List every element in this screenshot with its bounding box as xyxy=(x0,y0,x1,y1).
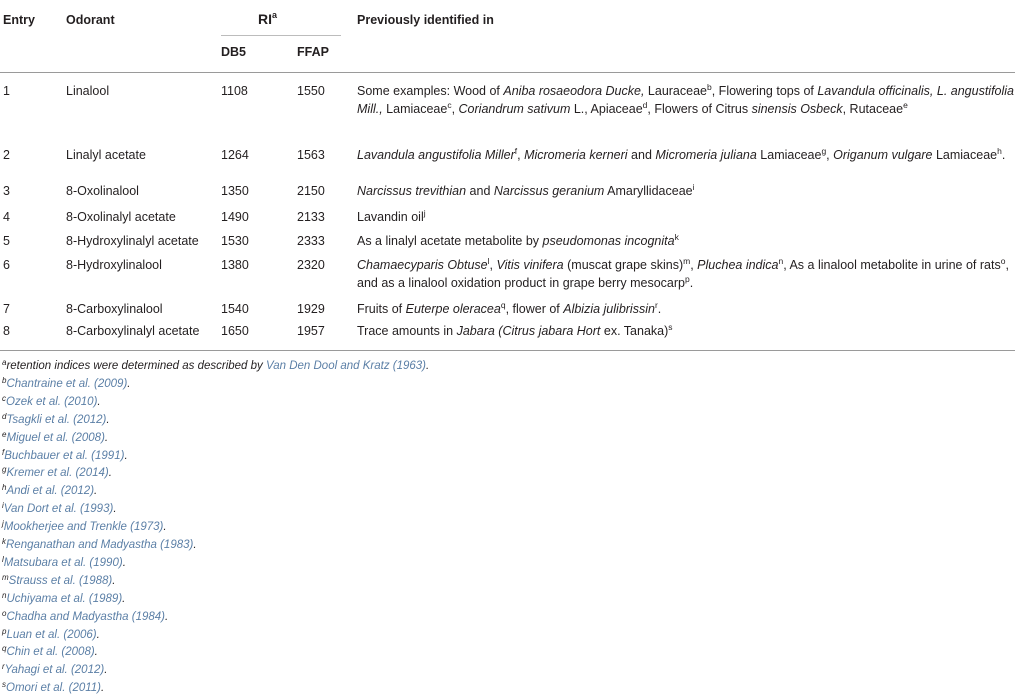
footnote-punct: . xyxy=(104,664,108,677)
text-segment: (muscat grape skins) xyxy=(563,258,684,272)
footnote-mark: g xyxy=(2,465,7,475)
footnote-punct: . xyxy=(122,592,126,605)
text-segment: pseudomonas incognita xyxy=(542,234,675,248)
footnote-punct: . xyxy=(108,467,112,480)
entry-number: 4 xyxy=(3,210,10,224)
reference-link[interactable]: Chantraine et al. (2009) xyxy=(6,377,128,390)
header-ffap: FFAP xyxy=(297,45,329,59)
text-segment: , xyxy=(517,148,525,162)
reference-link[interactable]: Tsagkli et al. (2012) xyxy=(6,413,107,426)
reference-link[interactable]: Uchiyama et al. (1989) xyxy=(6,592,123,605)
ri-db5-value: 1264 xyxy=(221,148,249,162)
text-segment: Vitis vinifera xyxy=(496,258,564,272)
footnote-marker: c xyxy=(447,100,452,110)
text-segment: . xyxy=(1001,148,1006,162)
footnote-marker: f xyxy=(514,146,518,156)
footnote-punct: . xyxy=(104,431,109,444)
footnote-punct: . xyxy=(97,395,101,408)
header-rule xyxy=(0,72,1015,73)
footnote-s xyxy=(2,681,104,695)
reference-link[interactable]: Van Dort et al. (1993) xyxy=(3,503,114,516)
previously-identified-text xyxy=(357,256,1015,292)
text-segment: Chamaecyparis Obtuse xyxy=(357,258,488,272)
header-ri-label: RI xyxy=(258,11,272,27)
ri-db5-value: 1530 xyxy=(221,234,249,248)
footnote-q xyxy=(2,645,98,659)
text-segment: , flower of xyxy=(505,302,564,316)
previously-identified-text xyxy=(357,300,1015,318)
footnote-e xyxy=(2,431,108,445)
footnote-punct: . xyxy=(163,521,167,534)
ri-ffap-value: 2333 xyxy=(297,234,325,248)
text-segment: , xyxy=(489,258,497,272)
footnote-o xyxy=(2,610,168,624)
footnote-mark: s xyxy=(2,680,6,690)
previously-identified-text xyxy=(357,322,1015,340)
header-db5: DB5 xyxy=(221,45,247,59)
footnote-h xyxy=(2,484,97,498)
footnote-mark: d xyxy=(2,411,7,421)
footnote-mark: p xyxy=(2,626,7,636)
previously-identified-text xyxy=(357,182,1015,200)
reference-link[interactable]: Omori et al. (2011) xyxy=(6,682,102,695)
text-segment: , xyxy=(451,102,459,116)
text-segment: Coriandrum sativum xyxy=(458,102,571,116)
footnote-mark: e xyxy=(2,429,7,439)
footnote-punct: . xyxy=(193,539,197,551)
text-segment: , Flowers of Citrus xyxy=(647,102,752,116)
footnote-n xyxy=(2,592,125,606)
footnote-b xyxy=(2,377,130,391)
reference-link[interactable]: Van Den Dool and Kratz (1963) xyxy=(265,360,427,372)
text-segment: , xyxy=(826,148,834,162)
text-segment: Micromeria kerneri xyxy=(524,148,628,162)
footnote-marker: d xyxy=(642,100,648,110)
footnote-l xyxy=(2,556,126,570)
previously-identified-text xyxy=(357,208,1015,226)
text-segment: sinensis Osbeck xyxy=(751,102,843,116)
ri-db5-value: 1540 xyxy=(221,302,249,316)
text-segment: ex. Tanaka) xyxy=(600,324,669,338)
text-segment: Albizia julibrissin xyxy=(563,302,655,316)
text-segment: Euterpe oleracea xyxy=(405,302,501,316)
footnote-punct: . xyxy=(426,360,430,372)
footnote-punct: . xyxy=(122,556,126,569)
reference-link[interactable]: Chadha and Madyastha (1984) xyxy=(6,610,166,623)
odorant-name: 8-Oxolinalyl acetate xyxy=(66,210,176,224)
footnote-marker: b xyxy=(707,82,712,92)
text-segment: Micromeria juliana xyxy=(655,148,757,162)
footnote-mark: b xyxy=(2,375,7,385)
text-segment: Narcissus geranium xyxy=(493,184,605,198)
text-segment: . xyxy=(689,276,694,290)
text-segment: Pluchea indica xyxy=(697,258,779,272)
footnote-m xyxy=(2,574,115,588)
footnote-r xyxy=(2,663,107,677)
entry-number: 5 xyxy=(3,234,10,248)
text-segment: , Rutaceae xyxy=(842,102,904,116)
footnote-marker: g xyxy=(821,146,827,156)
odorant-name: Linalyl acetate xyxy=(66,148,146,162)
footnote-punct: . xyxy=(165,610,169,623)
text-segment: Aniba rosaeodora Ducke, xyxy=(503,84,645,98)
text-segment: Lauraceae xyxy=(644,84,707,98)
footnote-p xyxy=(2,628,100,642)
footnote-punct: . xyxy=(113,503,117,516)
ri-ffap-value: 1957 xyxy=(297,324,325,338)
reference-link[interactable]: Matsubara et al. (1990) xyxy=(3,556,123,569)
header-odorant: Odorant xyxy=(66,13,115,27)
odorant-name: 8-Hydroxylinalyl acetate xyxy=(66,234,199,248)
ri-ffap-value: 2150 xyxy=(297,184,325,198)
footnote-punct: . xyxy=(96,628,100,641)
previously-identified-text xyxy=(357,146,1015,164)
entry-number: 2 xyxy=(3,148,10,162)
text-segment: Trace amounts in xyxy=(357,324,457,338)
footnote-k xyxy=(2,538,197,552)
footnote-marker: r xyxy=(654,300,658,310)
text-segment: As a linalyl acetate metabolite by xyxy=(357,234,543,248)
footnote-marker: q xyxy=(500,300,506,310)
footnote-g xyxy=(2,466,112,480)
footnote-mark: l xyxy=(2,554,4,564)
text-segment: , As a linalool metabolite in urine of rats xyxy=(783,258,1001,272)
bottom-rule xyxy=(0,350,1015,351)
text-segment: Lamiaceae xyxy=(756,148,822,162)
footnote-marker: i xyxy=(692,182,695,192)
footnote-marker: o xyxy=(1000,256,1006,266)
reference-link[interactable]: Ozek et al. (2010) xyxy=(6,395,98,408)
ri-db5-value: 1490 xyxy=(221,210,249,224)
entry-number: 1 xyxy=(3,84,10,98)
ri-db5-value: 1380 xyxy=(221,258,249,272)
odorant-name: 8-Carboxylinalyl acetate xyxy=(66,324,200,338)
footnote-punct: . xyxy=(94,485,98,498)
footnote-mark: k xyxy=(2,537,6,546)
text-segment: Lavandula angustifolia Miller xyxy=(357,148,515,162)
odorant-name: 8-Carboxylinalool xyxy=(66,302,163,316)
text-segment: Lamiaceae xyxy=(382,102,448,116)
footnote-mark: j xyxy=(2,519,4,529)
footnote-marker: s xyxy=(668,322,673,332)
footnote-f xyxy=(2,449,128,463)
reference-link[interactable]: Buchbauer et al. (1991) xyxy=(4,449,125,462)
footnote-mark: r xyxy=(2,662,5,672)
odorant-name: 8-Hydroxylinalool xyxy=(66,258,162,272)
ri-underline xyxy=(221,35,341,36)
reference-link[interactable]: Mookherjee and Trenkle (1973) xyxy=(3,521,164,534)
header-entry: Entry xyxy=(3,13,35,27)
footnote-punct: . xyxy=(124,449,128,462)
footnote-d xyxy=(2,413,110,427)
header-ri xyxy=(258,11,277,27)
text-segment: Narcissus trevithian xyxy=(357,184,467,198)
reference-link[interactable]: Andi et al. (2012) xyxy=(6,485,95,498)
footnote-punct: . xyxy=(127,377,131,390)
ri-ffap-value: 2320 xyxy=(297,258,325,272)
text-segment: , xyxy=(690,258,698,272)
footnote-marker: m xyxy=(683,256,691,266)
footnote-mark: q xyxy=(2,644,7,654)
footnote-mark: c xyxy=(2,393,6,403)
ri-db5-value: 1108 xyxy=(221,84,248,98)
text-segment: , and as a linalool oxidation product in grape berry mesocarp xyxy=(357,258,1009,290)
footnote-mark: n xyxy=(2,590,7,600)
entry-number: 6 xyxy=(3,258,10,272)
text-segment: Lamiaceae xyxy=(932,148,998,162)
footnote-mark: a xyxy=(2,358,7,367)
text-segment: L., Apiaceae xyxy=(570,102,643,116)
odorant-name: Linalool xyxy=(66,84,110,98)
footnote-marker: p xyxy=(684,274,690,284)
footnote-marker: h xyxy=(997,146,1002,156)
ri-ffap-value: 1550 xyxy=(297,84,325,98)
reference-link[interactable]: Miguel et al. (2008) xyxy=(6,431,105,444)
footnote-marker: j xyxy=(423,208,426,218)
header-previously-identified: Previously identified in xyxy=(357,13,494,27)
previously-identified-text xyxy=(357,82,1015,118)
text-segment: . xyxy=(657,302,662,316)
reference-link[interactable]: Yahagi et al. (2012) xyxy=(4,664,105,677)
footnote-punct: . xyxy=(106,413,110,426)
reference-link[interactable]: Renganathan and Madyastha (1983) xyxy=(6,539,194,551)
footnote-mark: o xyxy=(2,608,7,618)
footnote-marker: n xyxy=(778,256,784,266)
footnote-punct: . xyxy=(112,574,116,587)
reference-link[interactable]: Chin et al. (2008) xyxy=(6,646,95,659)
footnote-text: retention indices were determined as described by xyxy=(6,360,266,372)
text-segment: Jabara (Citrus jabara Hort xyxy=(456,324,601,338)
ri-db5-value: 1350 xyxy=(221,184,249,198)
text-segment: and xyxy=(466,184,494,198)
text-segment: , Flowering tops of xyxy=(711,84,818,98)
entry-number: 8 xyxy=(3,324,10,338)
text-segment: and xyxy=(627,148,656,162)
ri-db5-value: 1650 xyxy=(221,324,249,338)
text-segment: Amaryllidaceae xyxy=(604,184,693,198)
entry-number: 3 xyxy=(3,184,10,198)
ri-ffap-value: 2133 xyxy=(297,210,325,224)
footnote-a xyxy=(2,359,429,373)
text-segment: Lavandula officinalis, L. angustifolia Mill., xyxy=(357,84,1014,116)
footnote-marker: k xyxy=(674,232,679,242)
reference-link[interactable]: Strauss et al. (1988) xyxy=(8,574,113,587)
text-segment: Origanum vulgare xyxy=(833,148,933,162)
ri-ffap-value: 1563 xyxy=(297,148,325,162)
entry-number: 7 xyxy=(3,302,10,316)
footnote-i xyxy=(2,502,117,516)
footnote-marker: l xyxy=(487,256,490,266)
footnote-mark: m xyxy=(2,572,9,582)
previously-identified-text xyxy=(357,232,1015,250)
header-ri-sup: a xyxy=(272,10,278,20)
odorant-name: 8-Oxolinalool xyxy=(66,184,139,198)
text-segment: Lavandin oil xyxy=(357,210,424,224)
footnote-mark: f xyxy=(2,447,5,457)
footnote-mark: i xyxy=(2,501,4,511)
ri-ffap-value: 1929 xyxy=(297,302,325,316)
reference-link[interactable]: Luan et al. (2006) xyxy=(6,628,97,641)
footnote-punct: . xyxy=(101,682,105,695)
footnote-mark: h xyxy=(2,483,7,493)
footnote-punct: . xyxy=(94,646,98,659)
text-segment: Fruits of xyxy=(357,302,406,316)
reference-link[interactable]: Kremer et al. (2014) xyxy=(6,467,109,480)
footnote-marker: e xyxy=(903,100,908,110)
footnote-j xyxy=(2,520,167,534)
footnote-c xyxy=(2,395,101,409)
text-segment: Some examples: Wood of xyxy=(357,84,504,98)
